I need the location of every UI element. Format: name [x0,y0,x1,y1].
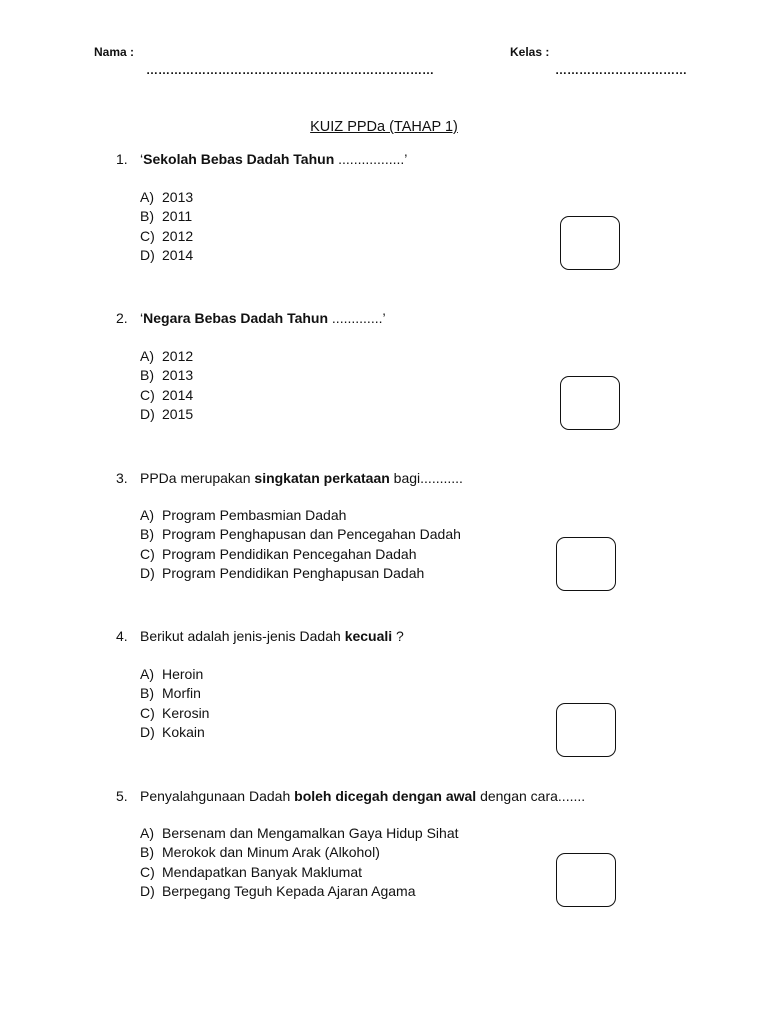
option-a: A) 2012 [140,348,194,364]
quiz-title: KUIZ PPDa (TAHAP 1) [310,119,458,135]
question-keyword: boleh dicegah dengan awal [294,788,477,804]
option-c: C) Program Pendidikan Pencegahan Dadah [140,545,417,562]
option-b: B) 2013 [140,367,194,384]
question-text: Penyalahgunaan Dadah [140,788,295,804]
option-a: A) Bersenam dan Mengamalkan Gaya Hidup Sihat [140,825,459,841]
option-a: A) Program Pembasmian Dadah [140,507,347,523]
question-number: 3. [116,470,128,486]
answer-box-1[interactable] [560,216,620,270]
options-1 [140,188,193,265]
option-b: B) Program Penghapusan dan Pencegahan Dadah [140,526,461,543]
option-d: D) 2014 [140,246,194,263]
option-c: C) 2012 [140,227,194,244]
option-d: D) Berpegang Teguh Kepada Ajaran Agama [140,882,416,899]
question-number: 5. [116,788,128,804]
question-text-end: .................’ [334,151,408,167]
question-text: Berikut adalah jenis-jenis Dadah [140,628,345,644]
options-2 [140,347,193,424]
answer-box-4[interactable] [556,703,616,757]
answer-box-3[interactable] [556,537,616,591]
question-text-end: .............’ [328,310,386,326]
option-b: B) 2011 [140,208,193,225]
question-5 [116,788,585,804]
question-3 [116,470,463,486]
question-keyword: kecuali [344,628,393,644]
option-c: C) Kerosin [140,704,210,721]
question-number: 2. [116,310,128,326]
question-keyword: singkatan perkataan [254,470,390,486]
option-b: B) Merokok dan Minum Arak (Alkohol) [140,844,380,861]
question-number: 1. [116,151,128,167]
question-4 [116,628,404,644]
option-a: A) Heroin [140,666,204,682]
question-1 [116,151,407,167]
option-c: C) 2014 [140,386,194,403]
question-text: ‘ [140,310,144,326]
nama-label: Nama : [94,45,135,59]
question-text: PPDa merupakan [140,470,255,486]
question-keyword: Sekolah Bebas Dadah Tahun [143,151,335,167]
options-4 [140,665,209,742]
options-5 [140,824,459,901]
question-text-end: bagi........... [389,470,463,486]
option-d: D) Kokain [140,723,205,740]
option-d: D) 2015 [140,405,194,422]
answer-box-2[interactable] [560,376,620,430]
kelas-answer-line[interactable]: …………………………… [555,63,687,77]
option-b: B) Morfin [140,685,201,702]
question-text-end: ? [392,628,404,644]
options-3 [140,506,461,583]
answer-box-5[interactable] [556,853,616,907]
option-d: D) Program Pendidikan Penghapusan Dadah [140,564,425,581]
question-number: 4. [116,628,128,644]
question-2 [116,310,386,326]
question-text-end: dengan cara....... [476,788,586,804]
option-c: C) Mendapatkan Banyak Maklumat [140,863,362,880]
question-text: ‘ [140,151,144,167]
option-a: A) 2013 [140,189,194,205]
nama-answer-line[interactable]: ……………………………………………………………… [146,63,434,77]
kelas-label: Kelas : [510,45,550,59]
question-keyword: Negara Bebas Dadah Tahun [143,310,329,326]
